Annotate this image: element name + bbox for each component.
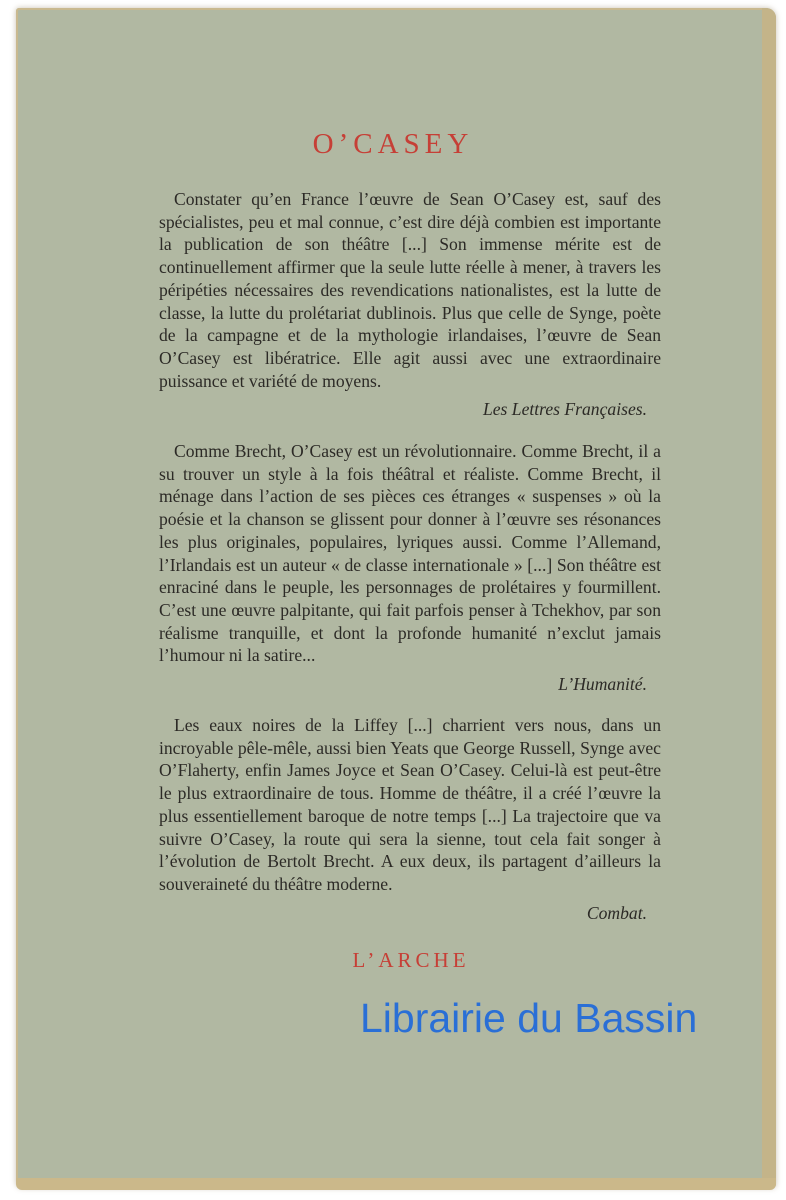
publisher-name: L’ARCHE bbox=[352, 948, 470, 972]
author-title: O’CASEY bbox=[312, 128, 474, 160]
cover-bottom-edge bbox=[16, 1178, 776, 1190]
cover-right-edge bbox=[762, 8, 776, 1188]
quote-text: Constater qu’en France l’œuvre de Sean O’Casey est, sauf des spécialistes, peu et mal connue, c’est dire déjà combien est importante la publication de son théâtre [...] Son immense mérite est de continuellement affirmer que la seule lutte réelle à mener, à travers les péripéties nécessaires des revendications nationalistes, est la lutte de classe, la lutte du prolétariat dublinois. Plus que celle de Synge, poète de la campagne et de la mythologie irlandaises, l’œuvre de Sean O’Casey est libératrice. Elle agit aussi avec une extraordinaire puissance et variété de moyens. bbox=[159, 189, 661, 391]
review-quote-1 bbox=[159, 188, 661, 421]
quote-source: Combat. bbox=[586, 902, 647, 923]
quote-text: Les eaux noires de la Liffey [...] charrient vers nous, dans un incroyable pêle-mêle, aussi bien Yeats que George Russell, Synge avec O’Flaherty, enfin James Joyce et Sean O’Casey. Celui-là est peut-être le plus extraordinaire de tous. Homme de théâtre, il a créé l’œuvre la plus essentiellement baroque de notre temps [...] La trajectoire que va suivre O’Casey, la route qui sera la sienne, tout cela fait songer à l’évolution de Bertolt Brecht. A eux deux, ils partagent d’ailleurs la souveraineté du théâtre moderne. bbox=[159, 715, 661, 894]
review-quote-3 bbox=[159, 714, 661, 924]
quote-text: Comme Brecht, O’Casey est un révolutionnaire. Comme Brecht, il a su trouver un style à la fois théâtral et réaliste. Comme Brecht, il ménage dans l’action de ses pièces ces étranges « suspenses » où la poésie et la chanson se glissent pour donner à l’œuvre ses résonances les plus originales, populaires, lyriques aussi. Comme l’Allemand, l’Irlandais est un auteur « de classe internationale » [...] Son théâtre est enraciné dans le peuple, les personnages de prolétaires y fourmillent. C’est une œuvre palpitante, qui fait parfois penser à Tchekhov, par son réalisme tranquille, et dont la profonde humanité n’exclut jamais l’humour ni la satire... bbox=[159, 441, 661, 666]
review-quote-2 bbox=[159, 440, 661, 696]
quote-source: Les Lettres Françaises. bbox=[482, 399, 647, 420]
bookseller-watermark: Librairie du Bassin bbox=[360, 995, 698, 1041]
quote-source: L’Humanité. bbox=[558, 674, 647, 695]
